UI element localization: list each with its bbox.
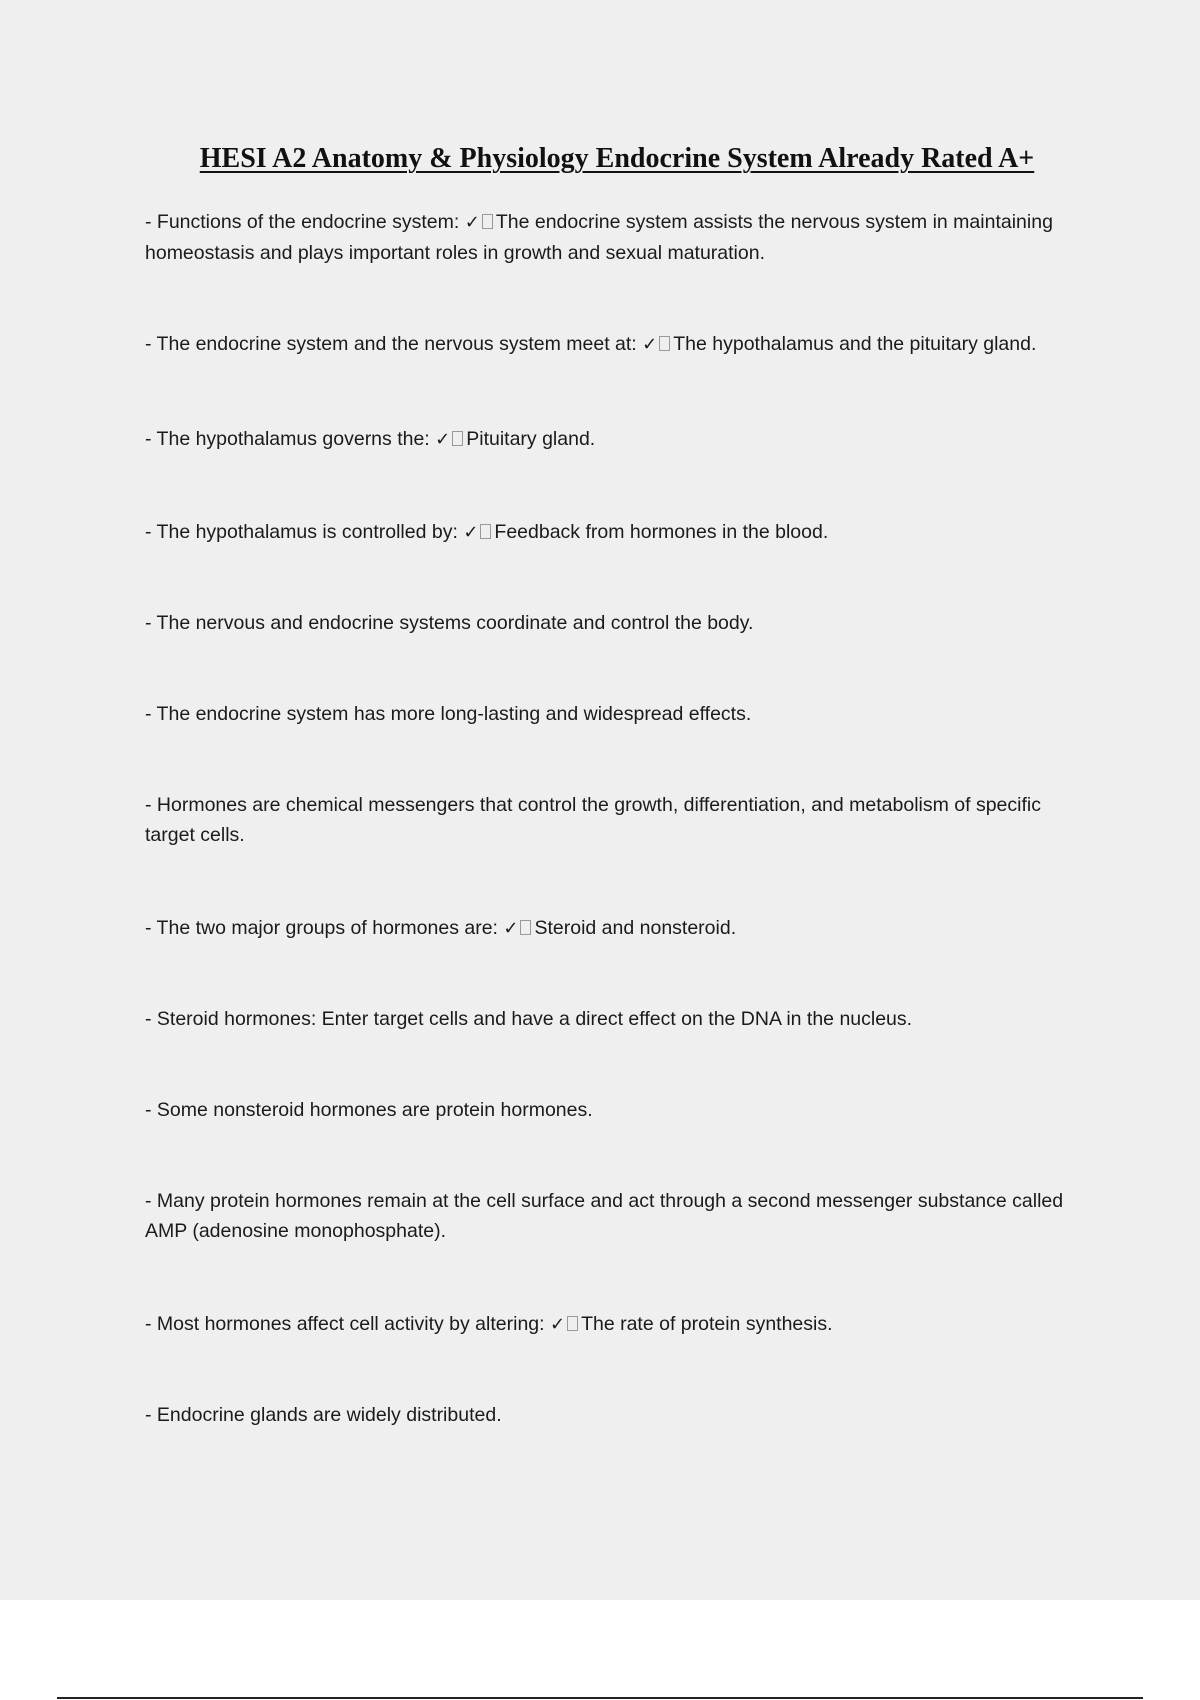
check-mark-icon: ✓ — [435, 429, 451, 450]
list-item: - The nervous and endocrine systems coordinate and control the body. — [145, 612, 754, 634]
missing-glyph-box-icon — [520, 920, 531, 935]
check-mark-icon: ✓ — [503, 918, 519, 939]
missing-glyph-box-icon — [482, 214, 493, 229]
list-item: - The endocrine system has more long-lasting and widespread effects. — [145, 703, 752, 725]
list-item: - Endocrine glands are widely distributed. — [145, 1404, 502, 1426]
list-item: - Many protein hormones remain at the cell surface and act through a second messenger substance called AMP (adenosine monophosphate). — [145, 1190, 1064, 1242]
list-item: - Some nonsteroid hormones are protein hormones. — [145, 1099, 593, 1121]
missing-glyph-box-icon — [659, 336, 670, 351]
check-mark-icon: ✓ — [642, 334, 658, 355]
list-item: - Hormones are chemical messengers that control the growth, differentiation, and metabolism of specific target cells. — [145, 794, 1041, 846]
check-mark-icon: ✓ — [549, 1314, 566, 1335]
footer-divider — [57, 1697, 1143, 1699]
missing-glyph-box-icon — [452, 431, 463, 446]
list-item: - Steroid hormones: Enter target cells and have a direct effect on the DNA in the nucleus. — [145, 1008, 913, 1030]
list-item: - Most hormones affect cell activity by altering: ✓ The rate of protein synthesis. — [145, 1313, 833, 1335]
check-mark-icon: ✓ — [463, 522, 479, 543]
list-item: - Functions of the endocrine system: ✓ The endocrine system assists the nervous system in maintaining homeostasis and plays important roles in growth and sexual maturation. — [145, 211, 1053, 264]
list-item: - The hypothalamus governs the: ✓ Pituitary gland. — [145, 428, 596, 450]
list-item: - The two major groups of hormones are: ✓ Steroid and nonsteroid. — [145, 917, 737, 939]
list-item: - The endocrine system and the nervous system meet at: ✓ The hypothalamus and the pituitary gland. — [145, 333, 1037, 355]
list-item: - The hypothalamus is controlled by: ✓ Feedback from hormones in the blood. — [145, 521, 829, 543]
check-mark-icon: ✓ — [464, 212, 480, 233]
document-title: HESI A2 Anatomy & Physiology Endocrine System Already Rated A+ — [199, 143, 1035, 174]
missing-glyph-box-icon — [567, 1316, 578, 1331]
missing-glyph-box-icon — [480, 524, 491, 539]
